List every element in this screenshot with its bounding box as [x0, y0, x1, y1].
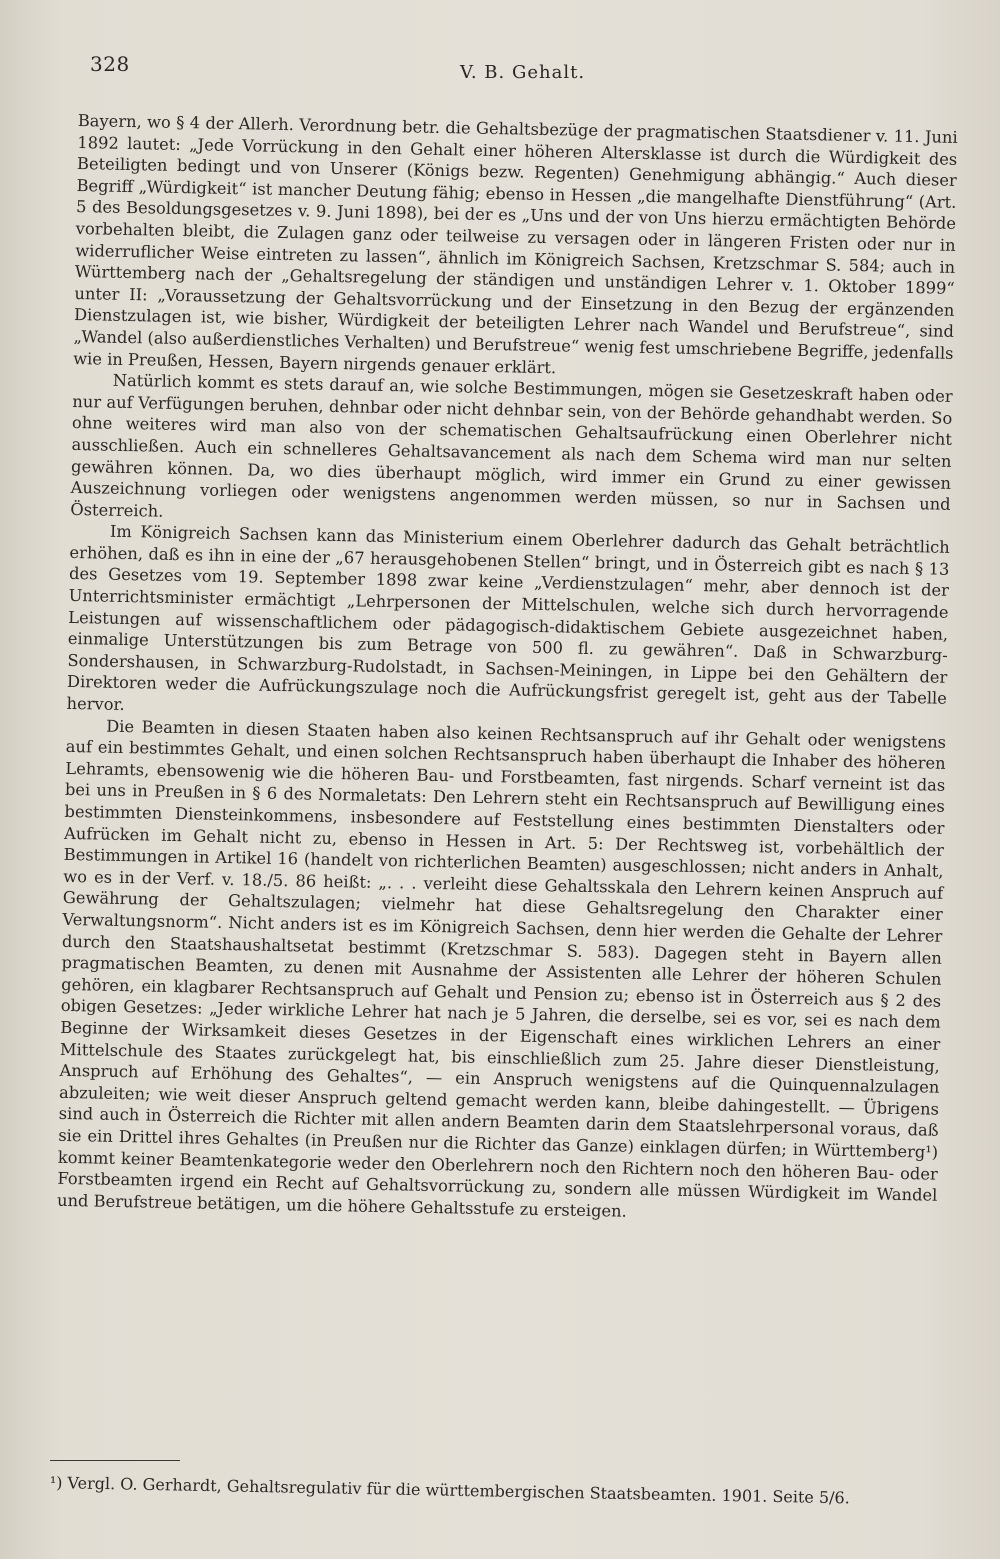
- paragraph-2: Natürlich kommt es stets darauf an, wie solche Bestimmungen, mögen sie Gesetzeskraft haben oder nur auf Verfügungen beruhen, dehnbar oder nicht dehnbar sein, von der Behörde gehandhabt werden. So ohne weiteres wird man also von der schematischen Gehaltsaufrückung einen Oberlehrer nicht ausschließen. Auch ein schnelleres Gehaltsavancement als nach dem Schema wird man nur selten gewähren können. Da, wo dies überhaupt möglich, wird immer ein Grund zu einer gewissen Auszeichnung vorliegen oder wenigstens angenommen werden müssen, so nur in Sachsen und Österreich.: [70, 370, 953, 521]
- page-header: [80, 52, 930, 92]
- paragraph-4: Die Beamten in diesen Staaten haben also keinen Rechtsanspruch auf ihr Gehalt oder wenigstens auf ein bestimmtes Gehalt, und einen solchen Rechtsanspruch haben überhaupt die Inhaber des höheren Lehramts, ebensowenig wie die höheren Bau- und Forstbeamten, fast nirgends. Scharf verneint ist das bei uns in Preußen in § 6 des Normaletats: Den Lehrern steht ein Rechtsanspruch auf Bewilligung eines bestimmten Diensteinkommens, insbesondere auf Feststellung eines bestimmten Dienstalters oder Aufrücken im Gehalt nicht zu, ebenso in Hessen in Art. 5: Der Rechtsweg ist, vorbehältlich der Bestimmungen in Artikel 16 (handelt von richterlichen Beamten) ausgeschlossen; nicht anders in Anhalt, wo es in der Verf. v. 18./5. 86 heißt: „. . . verleiht diese Gehaltsskala den Lehrern keinen Anspruch auf Gewährung der Gehaltszulagen; vielmehr hat diese Gehaltsregelung den Charakter einer Verwaltungsnorm“. Nicht anders ist es im Königreich Sachsen, denn hier werden die Gehalte der Lehrer durch den Staatshaushaltsetat bestimmt (Kretzschmar S. 583). Dagegen steht in Bayern allen pragmatischen Beamten, zu denen mit Ausnahme der Assistenten alle Lehrer der höheren Schulen gehören, ein klagbarer Rechtsanspruch auf Gehalt und Pension zu; ebenso ist in Österreich aus § 2 des obigen Gesetzes: „Jeder wirkliche Lehrer hat nach je 5 Jahren, die derselbe, sei es vor, sei es nach dem Beginne der Wirksamkeit dieses Gesetzes in der Eigenschaft eines wirklichen Lehrers an einer Mittelschule des Staates zurückgelegt hat, bis einschließlich zum 25. Jahre dieser Dienstleistung, Anspruch auf Erhöhung des Gehaltes“, — ein Anspruch wenigstens auf die Quinquennalzulagen abzuleiten; wie weit dieser Anspruch geltend gemacht werden kann, bleibe dahingestellt. — Übrigens sind auch in Österreich die Richter mit allen andern Beamten darin dem Staatslehrpersonal voraus, daß sie ein Drittel ihres Gehaltes (in Preußen nur die Richter das Ganze) einklagen dürfen; in Württemberg¹) kommt keiner Beamtenkategorie weder den Oberlehrern noch den Richtern noch den höheren Bau- oder Forstbeamten irgend ein Recht auf Gehaltsvorrückung zu, sondern alle müssen Würdigkeit im Wandel und Berufstreue betätigen, um die höhere Gehaltsstufe zu ersteigen.: [56, 716, 947, 1221]
- body-text: [57, 110, 958, 1228]
- page-number: 328: [90, 52, 130, 76]
- footnote: ¹) Vergl. O. Gerhardt, Gehaltsregulativ für die württembergischen Staatsbeamten. 1901. Seite 5/6.: [49, 1472, 850, 1508]
- paragraph-1: Bayern, wo § 4 der Allerh. Verordnung betr. die Gehaltsbezüge der pragmatischen Staatsdiener v. 11. Juni 1892 lautet: „Jede Vorrückung in den Gehalt einer höheren Altersklasse ist durch die Würdigkeit des Beteiligten bedingt und von Unserer (Königs bezw. Regenten) Genehmigung abhängig.“ Auch dieser Begriff „Würdigkeit“ ist mancher Deutung fähig; ebenso in Hessen „die mangelhafte Dienstführung“ (Art. 5 des Besoldungsgesetzes v. 9. Juni 1898), bei der es „Uns und der von Uns hierzu ermächtigten Behörde vorbehalten bleibt, die Zulagen ganz oder teilweise zu versagen oder in längeren Fristen oder nur in widerruflicher Weise eintreten zu lassen“, ähnlich im Königreich Sachsen, Kretzschmar S. 584; auch in Württemberg nach der „Gehaltsregelung der ständigen und unständigen Lehrer v. 1. Oktober 1899“ unter II: „Voraussetzung der Gehaltsvorrückung und der Einsetzung in den Bezug der ergänzenden Dienstzulagen ist, wie bisher, Würdigkeit der beteiligten Lehrer nach Wandel und Berufstreue“, sind „Wandel (also außerdienstliches Verhalten) und Berufstreue“ wenig fest umschriebene Begriffe, jedenfalls wie in Preußen, Hessen, Bayern nirgends genauer erklärt.: [73, 110, 958, 377]
- footnote-rule: [50, 1460, 180, 1461]
- running-head: V. B. Gehalt.: [460, 62, 586, 83]
- paragraph-3: Im Königreich Sachsen kann das Ministerium einem Oberlehrer dadurch das Gehalt beträchtlich erhöhen, daß es ihn in eine der „67 herausgehobenen Stellen“ bringt, und in Österreich gibt es nach § 13 des Gesetzes vom 19. September 1898 zwar keine „Verdienstzulagen“ mehr, aber dennoch ist der Unterrichtsminister ermächtigt „Lehrpersonen der Mittelschulen, welche sich durch hervorragende Leistungen auf wissenschaftlichem oder pädagogisch-didaktischem Gebiete ausgezeichnet haben, einmalige Unterstützungen bis zum Betrage von 500 fl. zu gewähren“. Daß in Schwarzburg-Sondershausen, in Schwarzburg-Rudolstadt, in Sachsen-Meiningen, in Lippe bei den Gehältern der Direktoren weder die Aufrückungszulage noch die Aufrückungsfrist geregelt ist, geht aus der Tabelle hervor.: [66, 521, 950, 715]
